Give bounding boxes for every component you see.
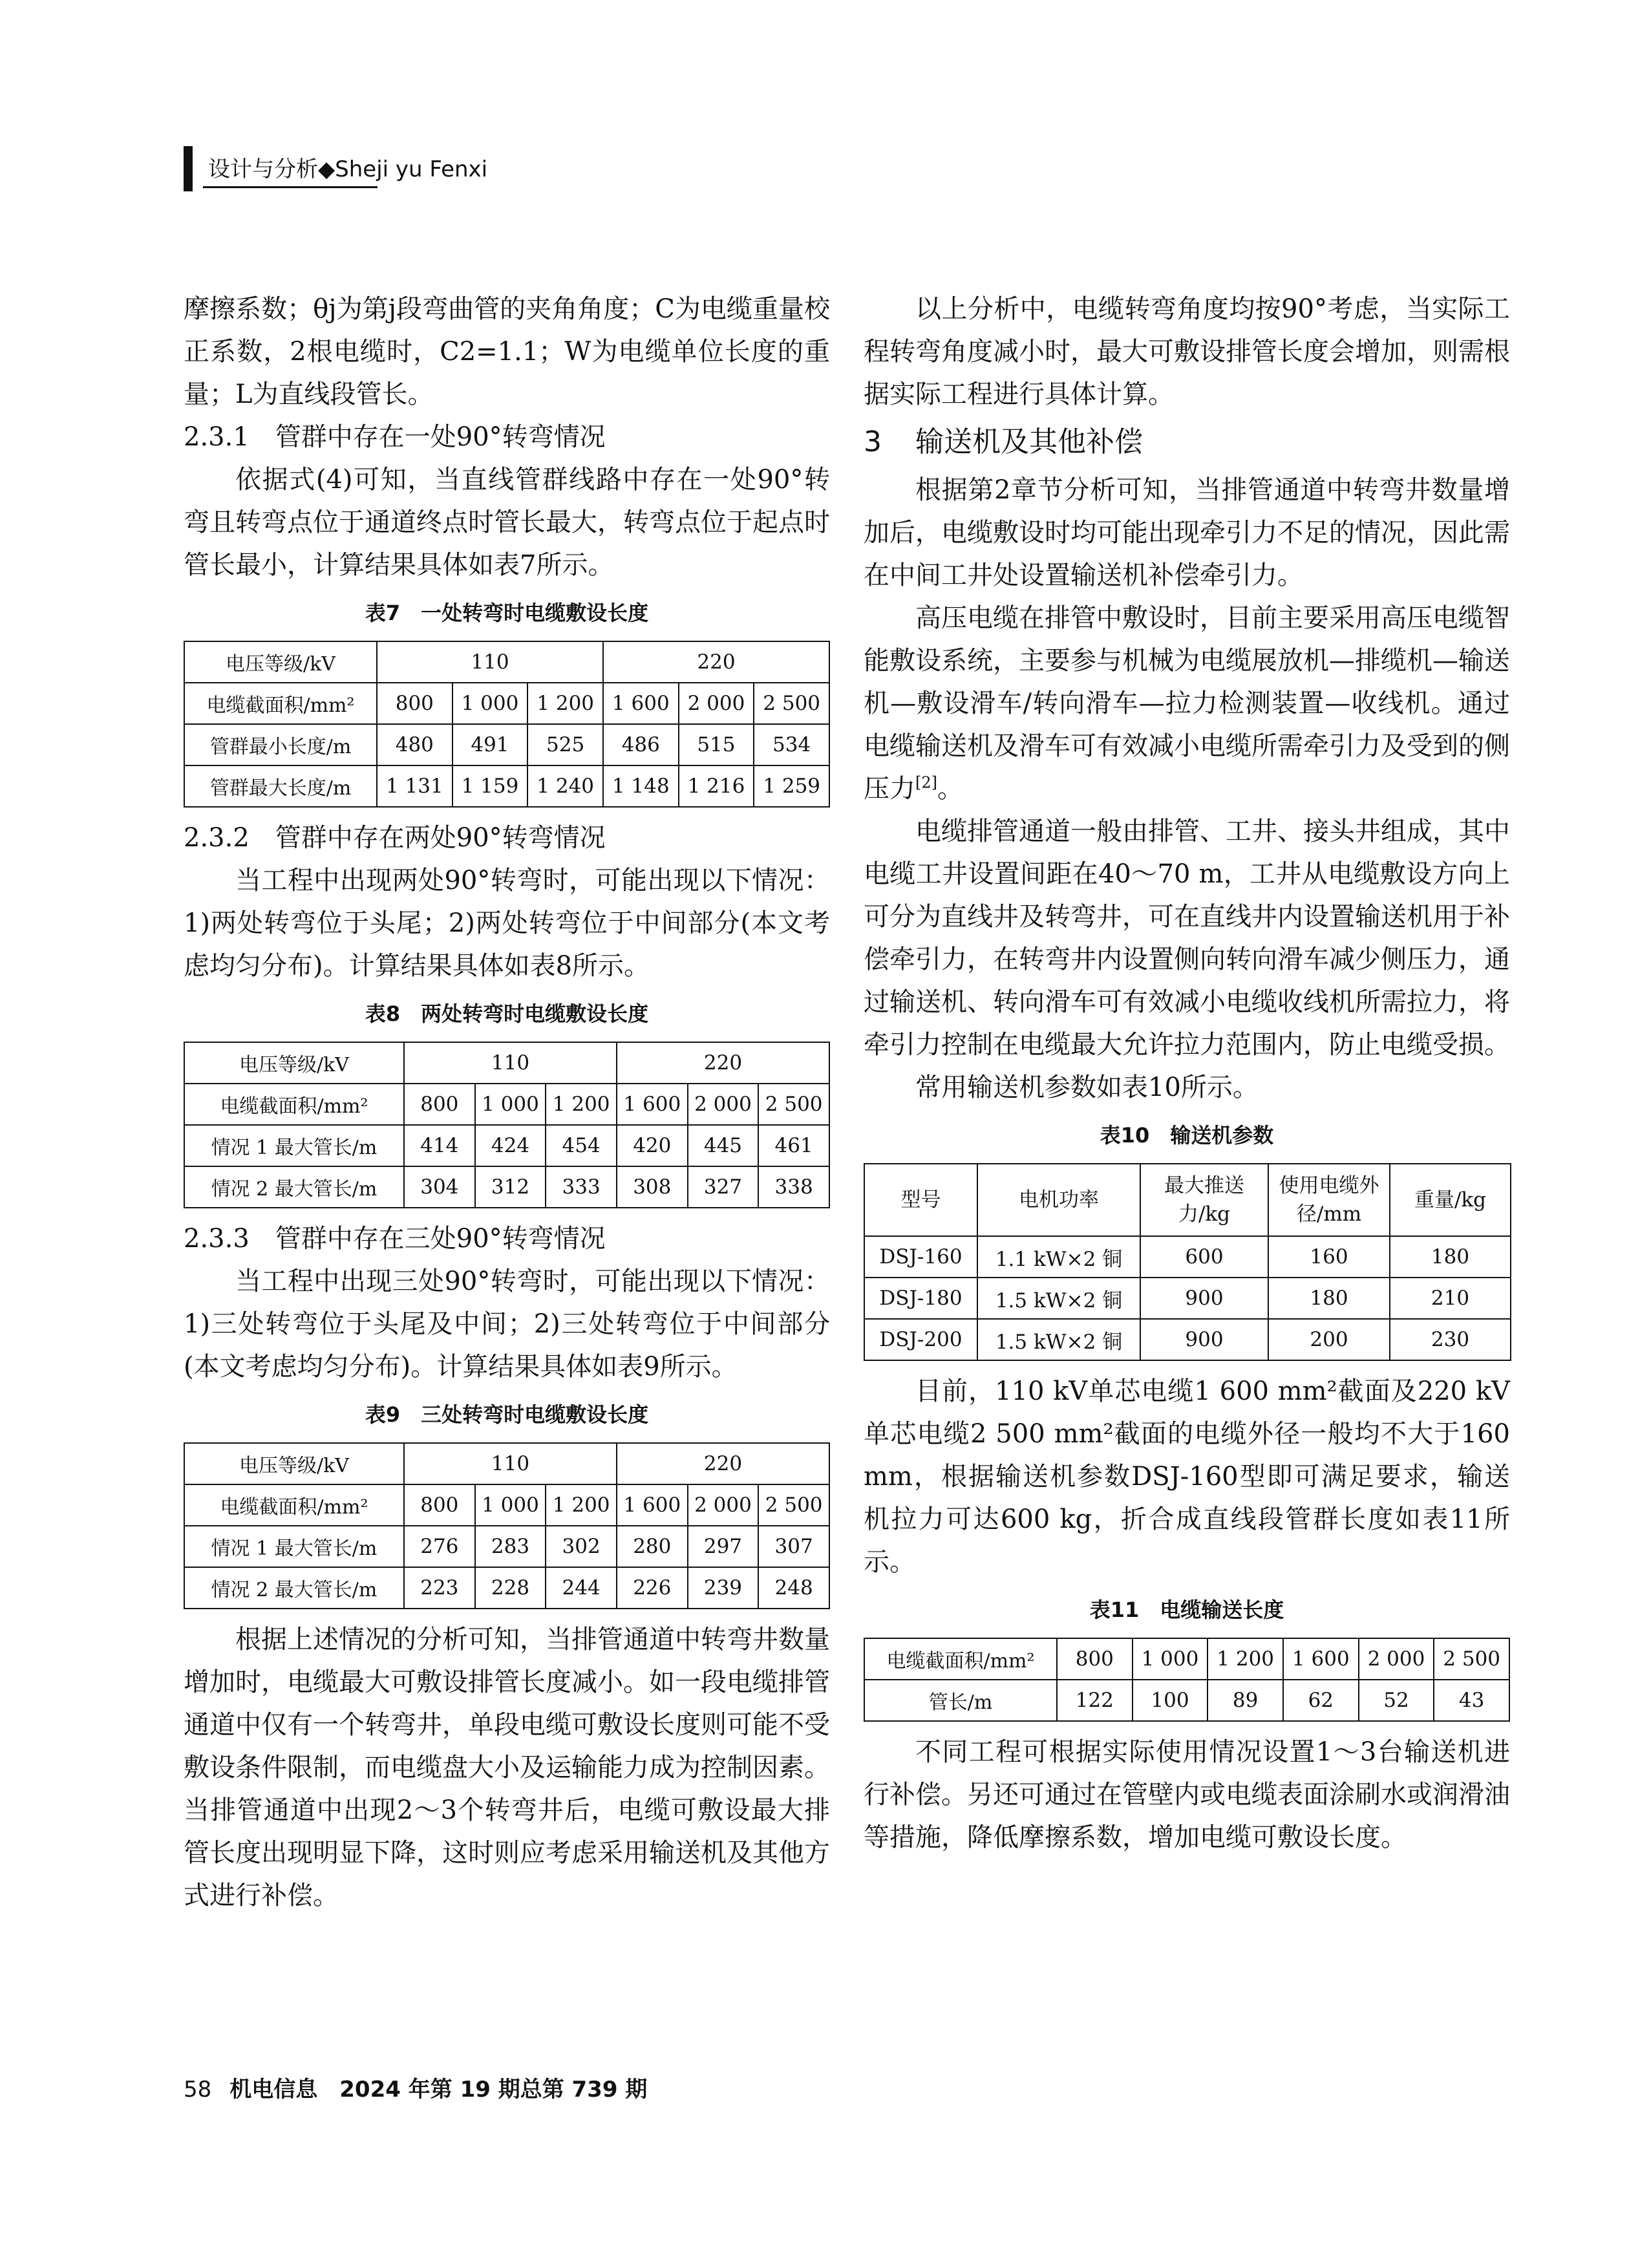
table-cell: 800 [404, 1484, 475, 1526]
table-cell: 1 000 [452, 683, 528, 724]
table-row [184, 1443, 829, 1484]
table-cell: 228 [475, 1567, 546, 1609]
table-cell: 2 500 [1434, 1638, 1509, 1680]
table-row [184, 641, 829, 683]
left-column [184, 288, 830, 1917]
subsection-2-3-3: 2.3.3 管群中存在三处90°转弯情况 [184, 1224, 606, 1254]
table-header-cell: 电机功率 [977, 1164, 1140, 1236]
table-cell: 1.5 kW×2 铜 [977, 1319, 1140, 1360]
table-cell: 1.5 kW×2 铜 [977, 1278, 1140, 1319]
table-cell: 1 240 [527, 765, 603, 807]
table-row [864, 1278, 1511, 1319]
table-cell: 338 [758, 1166, 829, 1208]
table-header-cell: 最大推送力/kg [1140, 1164, 1268, 1236]
table-header-cell: 电缆截面积/mm² [864, 1638, 1057, 1680]
table-cell: 424 [475, 1125, 546, 1166]
table-cell: 1 600 [1283, 1638, 1359, 1680]
table-cell: 480 [377, 724, 452, 765]
paragraph-analysis-summary: 根据上述情况的分析可知，当排管通道中转弯井数量增加时，电缆最大可敷设排管长度减小。如一段电缆排管通道中仅有一个转弯井，单段电缆可敷设长度则可能不受敷设条件限制，而电缆盘大小及运输能力成为控制因素。当排管通道中出现2～3个转弯井后，电缆可敷设最大排管长度出现明显下降，这时则应考虑采用输送机及其他方式进行补偿。 [184, 1625, 830, 1910]
table-cell: 244 [546, 1567, 617, 1609]
table-cell: 283 [475, 1526, 546, 1567]
table-cell: 304 [404, 1166, 475, 1208]
table-row [184, 765, 829, 807]
table-row-label: 情况 1 最大管长/m [184, 1125, 404, 1166]
table-cell: 180 [1268, 1278, 1390, 1319]
table-cell: 2 500 [754, 683, 829, 724]
table-cell: 2 500 [758, 1084, 829, 1125]
subsection-2-3-1: 2.3.1 管群中存在一处90°转弯情况 [184, 422, 606, 452]
table-row-label: 情况 1 最大管长/m [184, 1526, 404, 1567]
table-cell: 248 [758, 1567, 829, 1609]
table-cell: 1 000 [475, 1084, 546, 1125]
table-row [184, 1526, 829, 1567]
paragraph-laying-system [864, 597, 1510, 810]
table-row [184, 1084, 829, 1125]
table-cell: 900 [1140, 1278, 1268, 1319]
table-cell: 600 [1140, 1236, 1268, 1278]
paragraph-conveyor-selection: 目前，110 kV单芯电缆1 600 mm²截面及220 kV单芯电缆2 500 mm²截面的电缆外径一般均不大于160 mm，根据输送机参数DSJ-160型即可满足要求，输送机拉力可达600 kg，折合成直线段管群长度如表11所示。 [864, 1376, 1510, 1577]
table-cell: 89 [1207, 1680, 1283, 1721]
table8-caption: 表8 两处转弯时电缆敷设长度 [365, 1001, 649, 1026]
table-cell: 2 000 [679, 683, 754, 724]
table-header-cell: 电缆截面积/mm² [184, 1484, 404, 1526]
header-text: 设计与分析◆Sheji yu Fenxi [208, 156, 488, 182]
table-header-cell: 220 [617, 1443, 829, 1484]
table-header-cell: 电压等级/kV [184, 641, 377, 683]
table-cell: 1 216 [679, 765, 754, 807]
paragraph-text: 高压电缆在排管中敷设时，目前主要采用高压电缆智能敷设系统，主要参与机械为电缆展放机—排缆机—输送机—敷设滑车/转向滑车—拉力检测装置—收线机。通过电缆输送机及滑车可有效减小电缆所需牵引力及受到的侧压力 [864, 603, 1510, 804]
header-bar [184, 146, 193, 191]
table-cell: 200 [1268, 1319, 1390, 1360]
table9-caption: 表9 三处转弯时电缆敷设长度 [365, 1402, 649, 1427]
paragraph-chapter2-analysis: 根据第2章节分析可知，当排管通道中转弯井数量增加后，电缆敷设时均可能出现牵引力不足的情况，因此需在中间工井处设置输送机补偿牵引力。 [864, 475, 1510, 590]
paragraph-two-bends: 当工程中出现两处90°转弯时，可能出现以下情况：1)两处转弯位于头尾；2)两处转弯位于中间部分(本文考虑均匀分布)。计算结果具体如表8所示。 [184, 866, 830, 981]
table8 [184, 1042, 830, 1208]
table-cell: 297 [688, 1526, 759, 1567]
section-number: 3 [864, 425, 882, 458]
table-header-cell: 110 [404, 1042, 617, 1084]
table-header-cell: 电缆截面积/mm² [184, 1084, 404, 1125]
table10-caption: 表10 输送机参数 [1100, 1123, 1274, 1148]
table-row-label: 管长/m [864, 1680, 1057, 1721]
table7 [184, 641, 830, 808]
table-cell: 1 000 [1133, 1638, 1208, 1680]
table-cell: 160 [1268, 1236, 1390, 1278]
table-header-cell: 220 [617, 1042, 829, 1084]
table-cell: 210 [1390, 1278, 1511, 1319]
paragraph-angle-note: 以上分析中，电缆转弯角度均按90°考虑，当实际工程转弯角度减小时，最大可敷设排管长度会增加，则需根据实际工程进行具体计算。 [864, 294, 1510, 409]
table-cell: 226 [617, 1567, 688, 1609]
table-cell: 515 [679, 724, 754, 765]
table-cell: 230 [1390, 1319, 1511, 1360]
table-cell: 1.1 kW×2 铜 [977, 1236, 1140, 1278]
table-row [184, 1042, 829, 1084]
right-column [864, 288, 1510, 1859]
table-cell: 1 200 [527, 683, 603, 724]
table-cell: 43 [1434, 1680, 1509, 1721]
table-row [184, 1166, 829, 1208]
table-row [184, 724, 829, 765]
table-row [864, 1638, 1509, 1680]
table-row [864, 1236, 1511, 1278]
table-cell: 312 [475, 1166, 546, 1208]
table-cell: 1 259 [754, 765, 829, 807]
paragraph-end: 。 [937, 774, 963, 804]
page-footer [184, 2071, 647, 2103]
table-cell: 2 000 [1359, 1638, 1434, 1680]
table-header-cell: 110 [377, 641, 603, 683]
table-cell: 1 600 [603, 683, 679, 724]
table-header-cell: 使用电缆外径/mm [1268, 1164, 1390, 1236]
paragraph-conclusion: 不同工程可根据实际使用情况设置1～3台输送机进行补偿。另还可通过在管壁内或电缆表面涂刷水或润滑油等措施，降低摩擦系数，增加电缆可敷设长度。 [864, 1737, 1510, 1852]
paragraph-duct-wells: 电缆排管通道一般由排管、工井、接头井组成，其中电缆工井设置间距在40～70 m，工井从电缆敷设方向上可分为直线井及转弯井，可在直线井内设置输送机用于补偿牵引力，在转弯井内设置侧向转向滑车减少侧压力，通过输送机、转向滑车可有效减小电缆收线机所需拉力，将牵引力控制在电缆最大允许拉力范围内，防止电缆受损。 [864, 817, 1510, 1060]
table-cell: 1 600 [617, 1084, 688, 1125]
table-cell: 800 [377, 683, 452, 724]
table-cell: 1 600 [617, 1484, 688, 1526]
table-row [864, 1680, 1509, 1721]
table-cell: 307 [758, 1526, 829, 1567]
table-cell: DSJ-200 [864, 1319, 977, 1360]
table-cell: 1 148 [603, 765, 679, 807]
table9 [184, 1442, 830, 1609]
table-cell: 1 159 [452, 765, 528, 807]
table-cell: 461 [758, 1125, 829, 1166]
table-cell: 414 [404, 1125, 475, 1166]
table-cell: 333 [546, 1166, 617, 1208]
table-cell: 52 [1359, 1680, 1434, 1721]
table-cell: 525 [527, 724, 603, 765]
table-cell: 100 [1133, 1680, 1208, 1721]
table-header-cell: 电压等级/kV [184, 1042, 404, 1084]
table-row [184, 1125, 829, 1166]
table-cell: 800 [1057, 1638, 1133, 1680]
table7-caption: 表7 一处转弯时电缆敷设长度 [365, 601, 649, 625]
page-number: 58 [184, 2077, 212, 2102]
table-cell: 445 [688, 1125, 759, 1166]
table-cell: 1 000 [475, 1484, 546, 1526]
table-cell: 486 [603, 724, 679, 765]
table-row-label: 情况 2 最大管长/m [184, 1166, 404, 1208]
table-cell: 223 [404, 1567, 475, 1609]
journal-info: 机电信息 2024 年第 19 期总第 739 期 [229, 2077, 648, 2102]
table-row [184, 683, 829, 724]
table-cell: 491 [452, 724, 528, 765]
table-row [184, 1567, 829, 1609]
table-row [864, 1164, 1511, 1236]
table-header-cell: 型号 [864, 1164, 977, 1236]
table-cell: 420 [617, 1125, 688, 1166]
table-header-cell: 220 [603, 641, 829, 683]
table-header-cell: 重量/kg [1390, 1164, 1511, 1236]
section-3-heading [864, 418, 1510, 466]
table-cell: 122 [1057, 1680, 1133, 1721]
table-row-label: 管群最小长度/m [184, 724, 377, 765]
table-row-label: 管群最大长度/m [184, 765, 377, 807]
table11 [864, 1638, 1510, 1722]
table-cell: 180 [1390, 1236, 1511, 1278]
table-row [184, 1484, 829, 1526]
header-underline [203, 186, 378, 188]
citation-ref: [2] [915, 773, 937, 792]
table-header-cell: 电压等级/kV [184, 1443, 404, 1484]
table-cell: 327 [688, 1166, 759, 1208]
table-cell: 302 [546, 1526, 617, 1567]
table-cell: 280 [617, 1526, 688, 1567]
table-cell: 1 200 [546, 1084, 617, 1125]
table10 [864, 1163, 1511, 1361]
table-cell: 800 [404, 1084, 475, 1125]
table-row [864, 1319, 1511, 1360]
table-cell: 1 200 [1207, 1638, 1283, 1680]
table-cell: DSJ-180 [864, 1278, 977, 1319]
table11-caption: 表11 电缆输送长度 [1089, 1598, 1284, 1622]
table-header-cell: 电缆截面积/mm² [184, 683, 377, 724]
table-cell: 2 000 [688, 1084, 759, 1125]
paragraph-three-bends: 当工程中出现三处90°转弯时，可能出现以下情况：1)三处转弯位于头尾及中间；2)三处转弯位于中间部分(本文考虑均匀分布)。计算结果具体如表9所示。 [184, 1267, 830, 1382]
table-cell: 62 [1283, 1680, 1359, 1721]
section-title: 输送机及其他补偿 [915, 425, 1143, 458]
table-cell: 900 [1140, 1319, 1268, 1360]
paragraph-table10-ref: 常用输送机参数如表10所示。 [915, 1073, 1259, 1102]
paragraph-one-bend: 依据式(4)可知，当直线管群线路中存在一处90°转弯且转弯点位于通道终点时管长最大，转弯点位于起点时管长最小，计算结果具体如表7所示。 [184, 465, 830, 580]
table-cell: 2 500 [758, 1484, 829, 1526]
table-header-cell: 110 [404, 1443, 617, 1484]
table-cell: 2 000 [688, 1484, 759, 1526]
paragraph-friction-definition: 摩擦系数；θj为第j段弯曲管的夹角角度；C为电缆重量校正系数，2根电缆时，C2=1.1；W为电缆单位长度的重量；L为直线段管长。 [184, 294, 830, 409]
table-cell: 534 [754, 724, 829, 765]
table-cell: 1 131 [377, 765, 452, 807]
table-row-label: 情况 2 最大管长/m [184, 1567, 404, 1609]
table-cell: DSJ-160 [864, 1236, 977, 1278]
table-cell: 1 200 [546, 1484, 617, 1526]
table-cell: 308 [617, 1166, 688, 1208]
subsection-2-3-2: 2.3.2 管群中存在两处90°转弯情况 [184, 823, 606, 853]
table-cell: 454 [546, 1125, 617, 1166]
table-cell: 239 [688, 1567, 759, 1609]
table-cell: 276 [404, 1526, 475, 1567]
